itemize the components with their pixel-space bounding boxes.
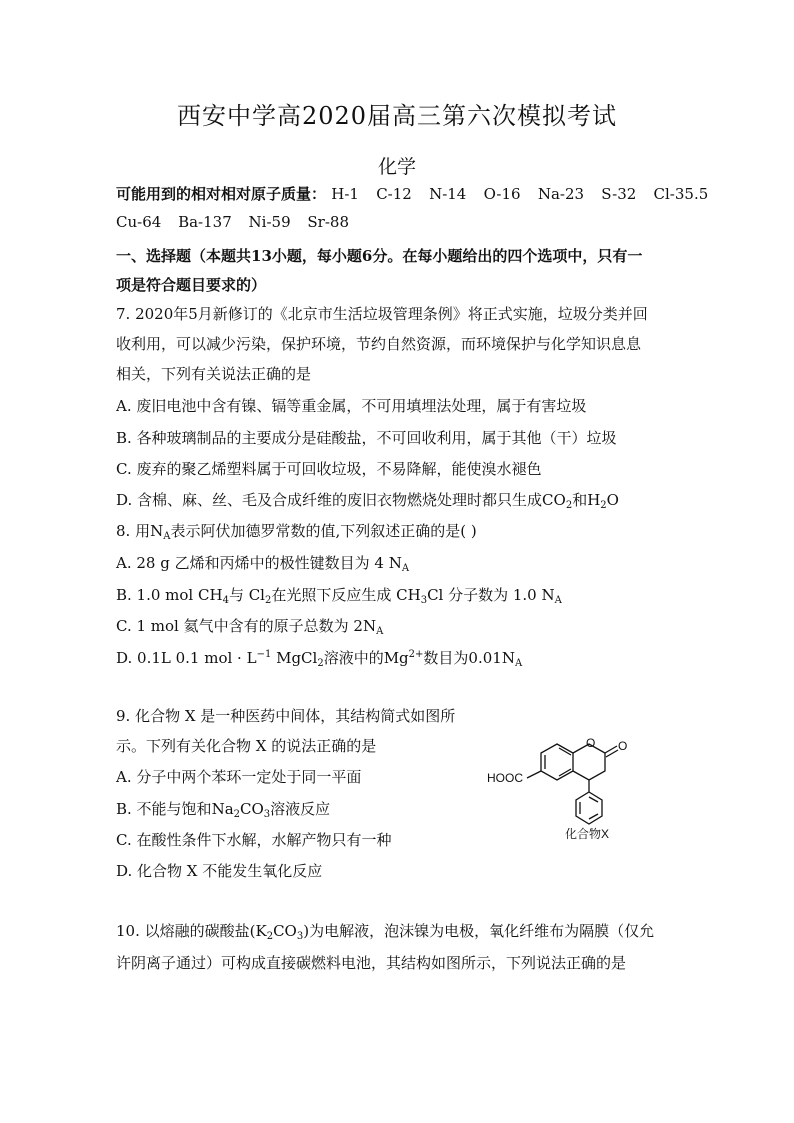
- ring-oxygen-label: O: [586, 736, 596, 750]
- q8-option-a: [116, 553, 409, 573]
- mass-item: Cl-35.5: [653, 185, 709, 203]
- section-heading-line-2: 项是符合题目要求的）: [116, 276, 267, 294]
- subscript: A: [514, 658, 523, 669]
- h2o-formula-o: O: [606, 491, 619, 509]
- na2co3-formula: CO: [240, 800, 264, 818]
- exam-title: 西安中学高2020届高三第六次模拟考试: [176, 102, 618, 130]
- cooh-label: HOOC: [487, 771, 523, 785]
- superscript: −1: [256, 649, 272, 660]
- q8-option-b-text: B. 1.0 mol CH: [116, 586, 223, 604]
- k2co3-formula: CO: [273, 922, 297, 940]
- subscript: 2: [264, 595, 272, 606]
- structure-svg: [485, 722, 645, 842]
- q9-option-d: D. 化合物 X 不能发生氧化反应: [116, 862, 323, 880]
- mass-item: Ba-137: [178, 213, 232, 231]
- subscript: 2: [600, 500, 607, 511]
- compound-x-structure: [485, 722, 645, 842]
- mass-item: H-1: [331, 185, 359, 203]
- q7-option-b: B. 各种玻璃制品的主要成分是硅酸盐，不可回收利用，属于其他（干）垃圾: [116, 429, 617, 447]
- q7-stem-line-2: 收利用，可以减少污染，保护环境，节约自然资源，而环境保护与化学知识息息: [116, 335, 642, 353]
- q10-stem-post: )为电解液，泡沫镍为电极，氧化纤维布为隔膜（仅允: [303, 922, 655, 940]
- mass-item: C-12: [376, 185, 412, 203]
- q8-option-d-text: D. 0.1L 0.1 mol · L: [116, 649, 257, 667]
- conjunction: 和: [572, 491, 588, 509]
- subscript: 3: [420, 595, 428, 606]
- q7-option-c: C. 废弃的聚乙烯塑料属于可回收垃圾，不易降解，能使溴水褪色: [116, 460, 542, 478]
- avogadro-symbol: N: [501, 649, 515, 667]
- carbonyl-oxygen-label: O: [618, 739, 628, 753]
- mass-item: Cu-64: [116, 213, 162, 231]
- subscript: 2: [317, 658, 324, 669]
- superscript: 2+: [408, 649, 424, 660]
- benzene-ring: [541, 744, 573, 780]
- q8-option-b: [116, 585, 562, 605]
- q8-option-b-text: 在光照下反应生成 CH: [271, 586, 421, 604]
- h2o-formula: H: [587, 491, 601, 509]
- q9-option-b-text: B. 不能与饱和: [116, 800, 212, 818]
- subscript: 2: [233, 809, 241, 820]
- subscript: A: [376, 626, 384, 637]
- compound-caption: 化合物X: [565, 827, 610, 841]
- subscript: 2: [565, 500, 573, 511]
- mass-item: Ni-59: [248, 213, 291, 231]
- q8-option-c: [116, 616, 383, 636]
- q7-stem-line-3: 相关，下列有关说法正确的是: [116, 365, 312, 383]
- q10-stem-pre: 10. 以熔融的碳酸盐(: [116, 922, 256, 940]
- subscript: 2: [266, 931, 274, 942]
- avogadro-symbol: N: [150, 522, 164, 540]
- subscript: A: [163, 531, 171, 542]
- q7-option-a: A. 废旧电池中含有镍、镉等重金属，不可用填埋法处理，属于有害垃圾: [116, 397, 587, 415]
- q10-stem-line-2: 许阴离子通过）可构成直接碳燃料电池，其结构如图所示，下列说法正确的是: [116, 954, 627, 972]
- atomic-masses-line-1: [116, 184, 720, 204]
- section-heading-line-1: 一、选择题（本题共13小题，每小题6分。在每小题给出的四个选项中，只有一: [116, 247, 643, 265]
- q9-stem-line-1: 9. 化合物 X 是一种医药中间体，其结构简式如图所: [116, 707, 456, 725]
- q7-option-d-text: D. 含棉、麻、丝、毛及合成纤维的废旧衣物燃烧处理时都只生成: [116, 491, 543, 509]
- mgcl2-formula: MgCl: [271, 649, 318, 667]
- subscript: 3: [263, 809, 271, 820]
- avogadro-symbol: N: [362, 617, 377, 635]
- q7-stem-line-1: 7. 2020年5月新修订的《北京市生活垃圾管理条例》将正式实施，垃圾分类并回: [116, 305, 648, 323]
- q9-option-b: [116, 799, 330, 819]
- mass-item: Na-23: [537, 185, 585, 203]
- q8-option-a-text: A. 28 g 乙烯和丙烯中的极性键数目为 4: [116, 554, 389, 572]
- q8-stem-post: 表示阿伏加德罗常数的值,下列叙述正确的是( ): [170, 522, 477, 540]
- mass-item: N-14: [429, 185, 467, 203]
- co2-formula: CO: [542, 491, 566, 509]
- mass-item: O-16: [483, 185, 521, 203]
- cooh-bond: [527, 771, 541, 778]
- q8-option-c-text: C. 1 mol 氦气中含有的原子总数为 2: [116, 617, 363, 635]
- q7-option-d: [116, 490, 619, 510]
- subject-title: 化学: [377, 156, 416, 178]
- q8-option-d-text: 数目为0.01: [423, 649, 502, 667]
- q9-stem-line-2: 示。下列有关化合物 X 的说法正确的是: [116, 737, 377, 755]
- q9-option-a: A. 分子中两个苯环一定处于同一平面: [116, 768, 362, 786]
- k2co3-formula: K: [255, 922, 267, 940]
- avogadro-symbol: N: [388, 554, 402, 572]
- q8-option-d-text: 溶液中的Mg: [323, 649, 409, 667]
- q8-stem-pre: 8. 用: [116, 522, 151, 540]
- q9-option-c: C. 在酸性条件下水解，水解产物只有一种: [116, 831, 392, 849]
- avogadro-symbol: N: [541, 586, 555, 604]
- q8-option-b-text: 与 Cl: [228, 586, 265, 604]
- subscript: 4: [222, 595, 229, 606]
- mass-item: Sr-88: [307, 213, 349, 231]
- subscript: A: [554, 595, 562, 606]
- q8-stem: [116, 521, 477, 541]
- q8-option-d: [116, 648, 522, 668]
- q10-stem-line-1: [116, 921, 654, 941]
- q9-option-b-text: 溶液反应: [270, 800, 331, 818]
- atomic-masses-line-2: [116, 212, 361, 232]
- q8-option-b-text: Cl 分子数为 1.0: [427, 586, 542, 604]
- na2co3-formula: Na: [211, 800, 234, 818]
- subscript: A: [401, 563, 410, 574]
- subscript: 3: [296, 931, 304, 942]
- atomic-masses-label: 可能用到的相对相对原子质量：: [116, 185, 327, 203]
- mass-item: S-32: [601, 185, 637, 203]
